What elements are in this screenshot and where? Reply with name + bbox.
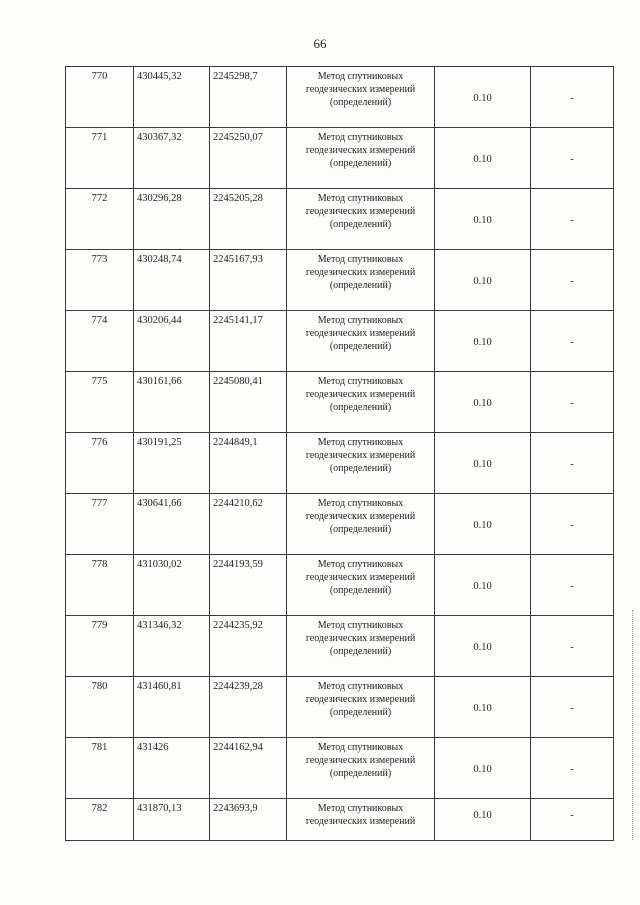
method-line: геодезических измерений	[305, 267, 416, 278]
accuracy-cell: 0.10	[435, 738, 531, 799]
x-coordinate-cell: 431346,32	[134, 616, 210, 677]
method-line: Метод спутниковых	[317, 437, 404, 448]
description-cell: -	[531, 799, 614, 841]
point-number-cell: 780	[66, 677, 134, 738]
table-row	[66, 311, 614, 372]
method-line: Метод спутниковых	[317, 498, 404, 509]
table-row	[66, 677, 614, 738]
method-line: Метод спутниковых	[317, 559, 404, 570]
method-line: (определений)	[329, 707, 392, 718]
y-coordinate-cell: 2244849,1	[210, 433, 287, 494]
description-cell: -	[531, 189, 614, 250]
description-cell: -	[531, 433, 614, 494]
point-number-cell: 781	[66, 738, 134, 799]
y-coordinate-cell: 2245167,93	[210, 250, 287, 311]
y-coordinate-cell: 2245298,7	[210, 67, 287, 128]
table-row	[66, 555, 614, 616]
accuracy-cell: 0.10	[435, 189, 531, 250]
table-row	[66, 250, 614, 311]
y-coordinate-cell: 2244235,92	[210, 616, 287, 677]
method-cell	[287, 799, 435, 841]
point-number-cell: 771	[66, 128, 134, 189]
description-cell: -	[531, 250, 614, 311]
x-coordinate-cell: 430161,66	[134, 372, 210, 433]
y-coordinate-cell: 2245141,17	[210, 311, 287, 372]
method-line: (определений)	[329, 463, 392, 474]
method-line: геодезических измерений	[305, 572, 416, 583]
method-cell	[287, 433, 435, 494]
method-line: (определений)	[329, 97, 392, 108]
point-number-cell: 770	[66, 67, 134, 128]
method-line: (определений)	[329, 158, 392, 169]
y-coordinate-cell: 2245080,41	[210, 372, 287, 433]
method-cell	[287, 677, 435, 738]
accuracy-cell: 0.10	[435, 616, 531, 677]
page-number: 66	[313, 36, 327, 51]
description-cell: -	[531, 128, 614, 189]
method-line: геодезических измерений	[305, 206, 416, 217]
table-row	[66, 372, 614, 433]
x-coordinate-cell: 430367,32	[134, 128, 210, 189]
method-line: Метод спутниковых	[317, 71, 404, 82]
x-coordinate-cell: 430248,74	[134, 250, 210, 311]
method-line: геодезических измерений	[305, 84, 416, 95]
coordinates-table	[65, 66, 614, 841]
method-line: геодезических измерений	[305, 633, 416, 644]
accuracy-cell: 0.10	[435, 799, 531, 841]
method-line: (определений)	[329, 402, 392, 413]
x-coordinate-cell: 430445,32	[134, 67, 210, 128]
method-line: геодезических измерений	[305, 816, 416, 827]
x-coordinate-cell: 431870,13	[134, 799, 210, 841]
method-cell	[287, 67, 435, 128]
y-coordinate-cell: 2245205,28	[210, 189, 287, 250]
table-row	[66, 799, 614, 841]
point-number-cell: 774	[66, 311, 134, 372]
accuracy-cell: 0.10	[435, 555, 531, 616]
x-coordinate-cell: 430296,28	[134, 189, 210, 250]
point-number-cell: 779	[66, 616, 134, 677]
description-cell: -	[531, 738, 614, 799]
method-line: (определений)	[329, 768, 392, 779]
accuracy-cell: 0.10	[435, 67, 531, 128]
method-line: геодезических измерений	[305, 328, 416, 339]
y-coordinate-cell: 2243693,9	[210, 799, 287, 841]
table-row	[66, 128, 614, 189]
method-line: (определений)	[329, 219, 392, 230]
y-coordinate-cell: 2244193,59	[210, 555, 287, 616]
point-number-cell: 778	[66, 555, 134, 616]
method-line: Метод спутниковых	[317, 254, 404, 265]
point-number-cell: 782	[66, 799, 134, 841]
scan-edge-mark	[632, 610, 636, 840]
method-line: геодезических измерений	[305, 389, 416, 400]
method-line: Метод спутниковых	[317, 803, 404, 814]
method-line: Метод спутниковых	[317, 376, 404, 387]
method-line: Метод спутниковых	[317, 193, 404, 204]
table-row	[66, 494, 614, 555]
method-cell	[287, 311, 435, 372]
method-line: геодезических измерений	[305, 511, 416, 522]
description-cell: -	[531, 67, 614, 128]
accuracy-cell: 0.10	[435, 128, 531, 189]
accuracy-cell: 0.10	[435, 372, 531, 433]
method-line: геодезических измерений	[305, 145, 416, 156]
accuracy-cell: 0.10	[435, 677, 531, 738]
table-row	[66, 189, 614, 250]
method-line: (определений)	[329, 524, 392, 535]
method-line: Метод спутниковых	[317, 315, 404, 326]
method-line: Метод спутниковых	[317, 681, 404, 692]
point-number-cell: 773	[66, 250, 134, 311]
method-line: Метод спутниковых	[317, 742, 404, 753]
point-number-cell: 775	[66, 372, 134, 433]
y-coordinate-cell: 2245250,07	[210, 128, 287, 189]
accuracy-cell: 0.10	[435, 494, 531, 555]
method-line: Метод спутниковых	[317, 620, 404, 631]
y-coordinate-cell: 2244210,62	[210, 494, 287, 555]
table-row	[66, 616, 614, 677]
method-line: геодезических измерений	[305, 450, 416, 461]
method-line: геодезических измерений	[305, 694, 416, 705]
method-line: геодезических измерений	[305, 755, 416, 766]
y-coordinate-cell: 2244162,94	[210, 738, 287, 799]
table-row	[66, 433, 614, 494]
x-coordinate-cell: 431030,02	[134, 555, 210, 616]
method-line: (определений)	[329, 585, 392, 596]
y-coordinate-cell: 2244239,28	[210, 677, 287, 738]
method-line: Метод спутниковых	[317, 132, 404, 143]
x-coordinate-cell: 430206,44	[134, 311, 210, 372]
point-number-cell: 776	[66, 433, 134, 494]
description-cell: -	[531, 677, 614, 738]
method-line: (определений)	[329, 280, 392, 291]
x-coordinate-cell: 430191,25	[134, 433, 210, 494]
table-row	[66, 738, 614, 799]
accuracy-cell: 0.10	[435, 433, 531, 494]
method-line: (определений)	[329, 341, 392, 352]
method-cell	[287, 128, 435, 189]
description-cell: -	[531, 555, 614, 616]
description-cell: -	[531, 616, 614, 677]
point-number-cell: 777	[66, 494, 134, 555]
description-cell: -	[531, 372, 614, 433]
x-coordinate-cell: 430641,66	[134, 494, 210, 555]
method-cell	[287, 250, 435, 311]
method-cell	[287, 616, 435, 677]
x-coordinate-cell: 431426	[134, 738, 210, 799]
accuracy-cell: 0.10	[435, 311, 531, 372]
method-line: (определений)	[329, 646, 392, 657]
method-cell	[287, 189, 435, 250]
method-cell	[287, 738, 435, 799]
description-cell: -	[531, 311, 614, 372]
method-cell	[287, 372, 435, 433]
table-row	[66, 67, 614, 128]
x-coordinate-cell: 431460,81	[134, 677, 210, 738]
description-cell: -	[531, 494, 614, 555]
point-number-cell: 772	[66, 189, 134, 250]
method-cell	[287, 555, 435, 616]
method-cell	[287, 494, 435, 555]
accuracy-cell: 0.10	[435, 250, 531, 311]
